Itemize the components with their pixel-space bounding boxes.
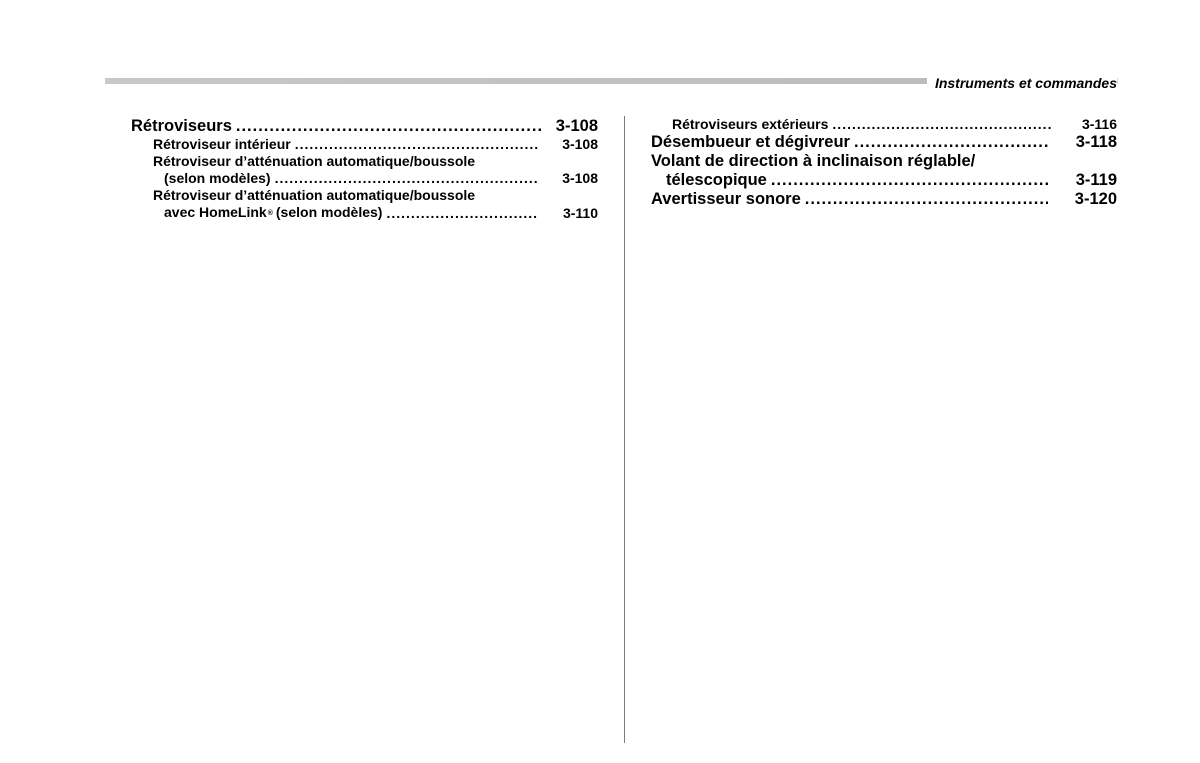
model-note: (selon modèles): [275, 204, 383, 220]
column-divider: [624, 116, 625, 743]
toc-page-number: 3-119: [1075, 171, 1117, 189]
toc-page-number: 3-108: [562, 170, 598, 186]
toc-left-column: [131, 116, 598, 222]
dot-leader: [832, 116, 1053, 133]
dot-leader: [386, 205, 539, 222]
dot-leader: [275, 170, 539, 187]
toc-page-number: 3-108: [555, 117, 598, 135]
toc-entry-label-line1: Rétroviseur d’atténuation automatique/boussole: [153, 187, 476, 203]
toc-page-number: 3-116: [1081, 116, 1117, 132]
toc-page-number: 3-118: [1075, 133, 1117, 151]
toc-page-number: 3-108: [562, 136, 598, 152]
toc-entry-label: Rétroviseurs: [131, 117, 232, 135]
toc-entry-label-line1: Rétroviseur d’atténuation automatique/boussole: [153, 153, 476, 169]
dot-leader: [854, 133, 1048, 152]
toc-entry-label-line1: Volant de direction à inclinaison réglable/: [651, 152, 976, 170]
toc-entry-desembueur[interactable]: [651, 133, 1117, 152]
toc-right-column: [651, 116, 1117, 209]
homelink-text: avec HomeLink: [164, 204, 267, 220]
toc-entry-retroviseurs[interactable]: [131, 116, 598, 136]
toc-entry-label: Avertisseur sonore: [651, 190, 801, 208]
toc-entry-label: Rétroviseurs extérieurs: [672, 116, 829, 132]
toc-entry-label-line2: (selon modèles): [164, 170, 271, 186]
toc-entry-continuation: [131, 170, 598, 187]
toc-entry-label: Désembueur et dégivreur: [651, 133, 850, 151]
dot-leader: [236, 116, 544, 136]
dot-leader: [771, 171, 1048, 190]
toc-entry-avertisseur[interactable]: [651, 190, 1117, 209]
toc-entry-label: Rétroviseur intérieur: [153, 136, 291, 152]
section-title: Instruments et commandes: [927, 75, 1117, 91]
toc-entry-label-line2: [164, 204, 382, 222]
toc-entry-continuation: [131, 204, 598, 222]
toc-entry-retroviseur-interieur[interactable]: [131, 136, 598, 153]
toc-entry-auto-dim-compass[interactable]: [131, 153, 598, 187]
toc-page-number: 3-120: [1074, 190, 1117, 208]
toc-page-number: 3-110: [562, 204, 598, 221]
toc-entry-volant[interactable]: [651, 152, 1117, 190]
toc-entry-continuation: [651, 171, 1117, 190]
registered-mark: ®: [267, 209, 273, 217]
toc-entry-label-line2: télescopique: [666, 171, 767, 189]
toc-entry-retroviseurs-exterieurs[interactable]: [651, 116, 1117, 133]
dot-leader: [805, 190, 1048, 209]
toc-entry-auto-dim-homelink[interactable]: [131, 187, 598, 222]
dot-leader: [295, 136, 539, 153]
